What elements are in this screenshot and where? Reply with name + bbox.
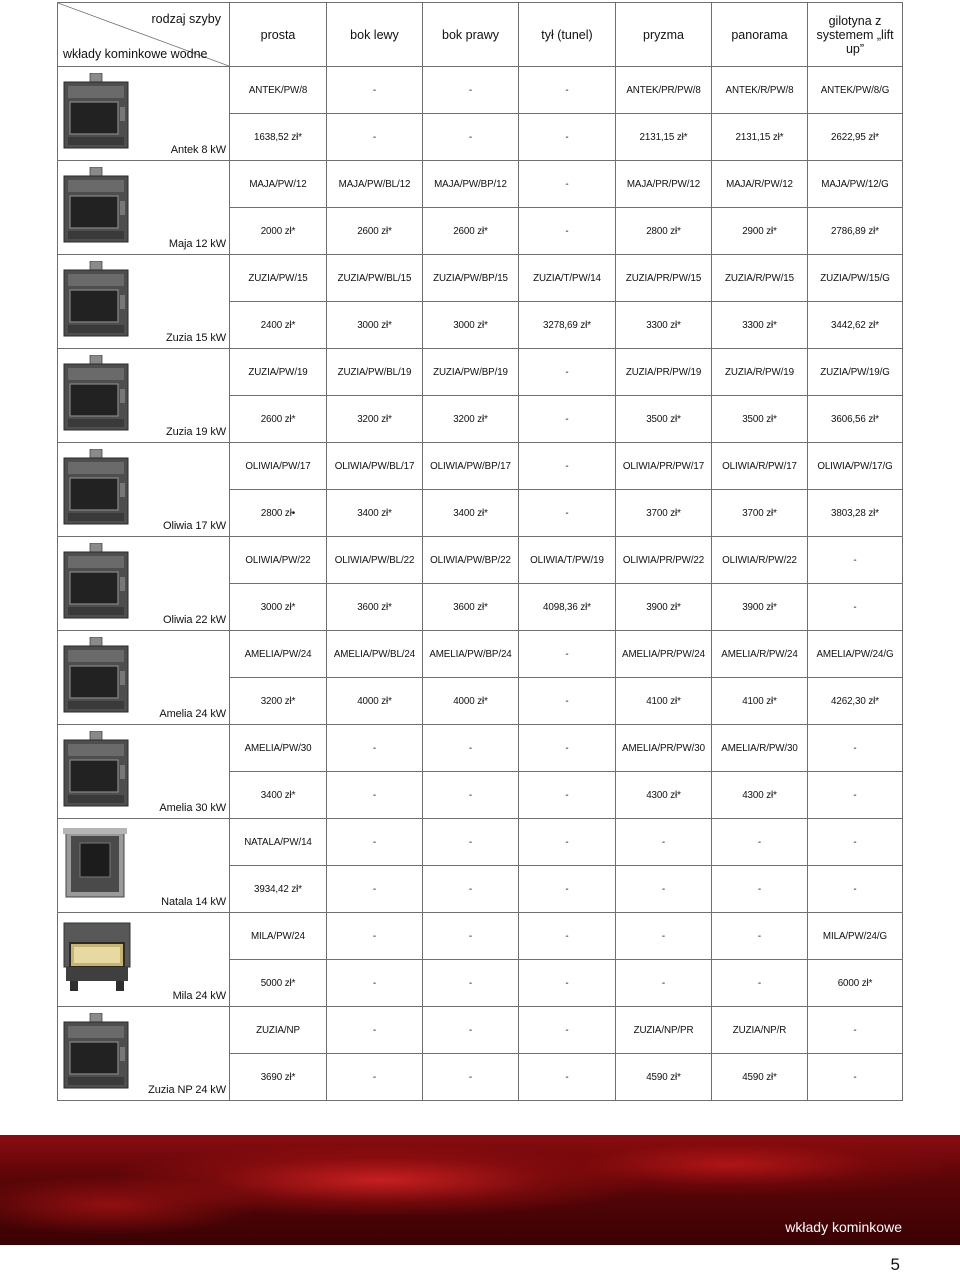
model-code-row (58, 255, 903, 302)
price-pryzma: 3500 zł* (616, 396, 712, 443)
price-panorama: - (712, 960, 808, 1007)
product-code-prosta: ZUZIA/PW/19 (230, 349, 327, 396)
price-bok-prawy: 3400 zł* (423, 490, 519, 537)
product-code-bok-prawy: ZUZIA/PW/BP/15 (423, 255, 519, 302)
product-code-tyl-tunel: - (519, 67, 616, 114)
price-bok-lewy: 3000 zł* (327, 302, 423, 349)
product-code-bok-prawy: AMELIA/PW/BP/24 (423, 631, 519, 678)
model-cell (58, 537, 230, 631)
product-code-prosta: NATALA/PW/14 (230, 819, 327, 866)
product-code-pryzma: MAJA/PR/PW/12 (616, 161, 712, 208)
product-code-bok-prawy: - (423, 67, 519, 114)
product-code-prosta: MILA/PW/24 (230, 913, 327, 960)
product-code-prosta: ZUZIA/PW/15 (230, 255, 327, 302)
model-code-row (58, 913, 903, 960)
product-code-bok-prawy: - (423, 725, 519, 772)
price-gilotyna: - (808, 866, 903, 913)
price-bok-lewy: 2600 zł* (327, 208, 423, 255)
price-gilotyna: 2786,89 zł* (808, 208, 903, 255)
product-code-gilotyna: ZUZIA/PW/19/G (808, 349, 903, 396)
price-bok-prawy: 4000 zł* (423, 678, 519, 725)
price-gilotyna: 4262,30 zł* (808, 678, 903, 725)
price-panorama: 4590 zł* (712, 1054, 808, 1101)
product-code-prosta: MAJA/PW/12 (230, 161, 327, 208)
price-pryzma: - (616, 866, 712, 913)
product-code-pryzma: ZUZIA/NP/PR (616, 1007, 712, 1054)
price-bok-lewy: - (327, 772, 423, 819)
price-bok-prawy: 2600 zł* (423, 208, 519, 255)
product-code-tyl-tunel: - (519, 1007, 616, 1054)
model-code-row (58, 1007, 903, 1054)
price-prosta: 2600 zł* (230, 396, 327, 443)
product-code-bok-prawy: - (423, 1007, 519, 1054)
product-code-prosta: ZUZIA/NP (230, 1007, 327, 1054)
price-bok-lewy: 3400 zł* (327, 490, 423, 537)
price-prosta: 2400 zł* (230, 302, 327, 349)
model-code-row (58, 67, 903, 114)
fireplace-insert-icon (60, 449, 132, 527)
product-code-tyl-tunel: - (519, 443, 616, 490)
model-name: Zuzia 15 kW (165, 332, 226, 344)
product-code-prosta: AMELIA/PW/30 (230, 725, 327, 772)
product-code-bok-lewy: MAJA/PW/BL/12 (327, 161, 423, 208)
model-cell (58, 725, 230, 819)
model-cell (58, 161, 230, 255)
price-pryzma: - (616, 960, 712, 1007)
price-bok-lewy: - (327, 866, 423, 913)
price-panorama: 2900 zł* (712, 208, 808, 255)
footer-label: wkłady kominkowe (785, 1219, 902, 1235)
product-code-pryzma: - (616, 819, 712, 866)
product-code-gilotyna: - (808, 819, 903, 866)
price-bok-lewy: 4000 zł* (327, 678, 423, 725)
price-bok-lewy: - (327, 1054, 423, 1101)
product-code-panorama: ANTEK/R/PW/8 (712, 67, 808, 114)
fireplace-insert-icon (60, 355, 132, 433)
col-head-prosta: prosta (230, 3, 327, 67)
product-code-bok-prawy: - (423, 819, 519, 866)
col-head-tyl-tunel: tył (tunel) (519, 3, 616, 67)
product-code-gilotyna: MAJA/PW/12/G (808, 161, 903, 208)
product-code-bok-lewy: - (327, 1007, 423, 1054)
price-tyl-tunel: - (519, 960, 616, 1007)
price-panorama: 4100 zł* (712, 678, 808, 725)
model-name: Mila 24 kW (172, 990, 226, 1002)
fireplace-insert-icon (60, 731, 132, 809)
product-code-gilotyna: ZUZIA/PW/15/G (808, 255, 903, 302)
product-code-pryzma: AMELIA/PR/PW/30 (616, 725, 712, 772)
price-bok-prawy: 3200 zł* (423, 396, 519, 443)
price-pryzma: 2131,15 zł* (616, 114, 712, 161)
product-code-tyl-tunel: - (519, 725, 616, 772)
price-panorama: 3700 zł* (712, 490, 808, 537)
price-prosta: 5000 zł* (230, 960, 327, 1007)
price-bok-prawy: 3600 zł* (423, 584, 519, 631)
framed-insert-icon (60, 825, 132, 903)
model-name: Oliwia 22 kW (163, 614, 226, 626)
product-code-gilotyna: MILA/PW/24/G (808, 913, 903, 960)
glass-type-label: rodzaj szyby (151, 12, 221, 26)
fireplace-insert-icon (60, 543, 132, 621)
price-gilotyna: 3803,28 zł* (808, 490, 903, 537)
price-bok-prawy: - (423, 772, 519, 819)
product-code-panorama: OLIWIA/R/PW/17 (712, 443, 808, 490)
product-code-prosta: OLIWIA/PW/17 (230, 443, 327, 490)
product-code-bok-prawy: ZUZIA/PW/BP/19 (423, 349, 519, 396)
price-pryzma: 4300 zł* (616, 772, 712, 819)
product-code-bok-lewy: ZUZIA/PW/BL/15 (327, 255, 423, 302)
price-gilotyna: 6000 zł* (808, 960, 903, 1007)
price-bok-prawy: - (423, 114, 519, 161)
col-head-gilotyna: gilotyna z systemem „lift up” (808, 3, 903, 67)
price-gilotyna: - (808, 1054, 903, 1101)
price-prosta: 3400 zł* (230, 772, 327, 819)
fireplace-insert-icon (60, 637, 132, 715)
price-tyl-tunel: - (519, 490, 616, 537)
price-gilotyna: 2622,95 zł* (808, 114, 903, 161)
price-pryzma: 2800 zł* (616, 208, 712, 255)
price-gilotyna: 3442,62 zł* (808, 302, 903, 349)
product-code-bok-lewy: ZUZIA/PW/BL/19 (327, 349, 423, 396)
product-code-pryzma: ANTEK/PR/PW/8 (616, 67, 712, 114)
price-tyl-tunel: - (519, 114, 616, 161)
model-cell (58, 631, 230, 725)
header-row (58, 3, 903, 67)
price-gilotyna: - (808, 584, 903, 631)
product-code-panorama: OLIWIA/R/PW/22 (712, 537, 808, 584)
fireplace-insert-icon (60, 1013, 132, 1091)
price-bok-lewy: - (327, 960, 423, 1007)
price-tyl-tunel: - (519, 772, 616, 819)
product-code-bok-prawy: OLIWIA/PW/BP/17 (423, 443, 519, 490)
product-code-prosta: OLIWIA/PW/22 (230, 537, 327, 584)
price-prosta: 1638,52 zł* (230, 114, 327, 161)
price-prosta: 3934,42 zł* (230, 866, 327, 913)
product-code-bok-prawy: OLIWIA/PW/BP/22 (423, 537, 519, 584)
product-code-bok-lewy: - (327, 725, 423, 772)
model-code-row (58, 349, 903, 396)
product-code-tyl-tunel: - (519, 161, 616, 208)
product-code-bok-prawy: MAJA/PW/BP/12 (423, 161, 519, 208)
product-code-panorama: AMELIA/R/PW/24 (712, 631, 808, 678)
product-code-gilotyna: ANTEK/PW/8/G (808, 67, 903, 114)
price-panorama: 4300 zł* (712, 772, 808, 819)
model-name: Zuzia NP 24 kW (148, 1084, 226, 1096)
model-name: Antek 8 kW (170, 144, 226, 156)
model-cell (58, 819, 230, 913)
price-table (57, 2, 903, 1101)
col-head-bok-prawy: bok prawy (423, 3, 519, 67)
price-panorama: 2131,15 zł* (712, 114, 808, 161)
model-cell (58, 255, 230, 349)
price-tyl-tunel: 4098,36 zł* (519, 584, 616, 631)
model-code-row (58, 443, 903, 490)
model-code-row (58, 819, 903, 866)
price-bok-lewy: 3600 zł* (327, 584, 423, 631)
product-code-gilotyna: - (808, 725, 903, 772)
price-pryzma: 3300 zł* (616, 302, 712, 349)
price-tyl-tunel: - (519, 208, 616, 255)
price-panorama: 3300 zł* (712, 302, 808, 349)
price-prosta: 3690 zł* (230, 1054, 327, 1101)
product-code-bok-prawy: - (423, 913, 519, 960)
product-code-prosta: ANTEK/PW/8 (230, 67, 327, 114)
price-bok-prawy: - (423, 866, 519, 913)
product-code-gilotyna: AMELIA/PW/24/G (808, 631, 903, 678)
model-code-row (58, 725, 903, 772)
product-code-panorama: AMELIA/R/PW/30 (712, 725, 808, 772)
price-bok-prawy: - (423, 960, 519, 1007)
model-code-row (58, 537, 903, 584)
model-code-row (58, 161, 903, 208)
price-prosta: 2000 zł* (230, 208, 327, 255)
model-name: Amelia 24 kW (159, 708, 226, 720)
model-cell (58, 1007, 230, 1101)
price-gilotyna: 3606,56 zł* (808, 396, 903, 443)
model-name: Natala 14 kW (161, 896, 226, 908)
col-head-bok-lewy: bok lewy (327, 3, 423, 67)
price-prosta: 2800 zł• (230, 490, 327, 537)
col-head-panorama: panorama (712, 3, 808, 67)
fireplace-insert-icon (60, 167, 132, 245)
price-bok-lewy: - (327, 114, 423, 161)
model-name: Oliwia 17 kW (163, 520, 226, 532)
price-tyl-tunel: - (519, 396, 616, 443)
page-number: 5 (890, 1255, 900, 1274)
model-code-row (58, 631, 903, 678)
product-code-panorama: - (712, 819, 808, 866)
product-code-gilotyna: - (808, 1007, 903, 1054)
product-code-prosta: AMELIA/PW/24 (230, 631, 327, 678)
product-code-tyl-tunel: - (519, 631, 616, 678)
price-prosta: 3200 zł* (230, 678, 327, 725)
product-code-tyl-tunel: ZUZIA/T/PW/14 (519, 255, 616, 302)
product-code-bok-lewy: - (327, 67, 423, 114)
model-cell (58, 67, 230, 161)
product-code-panorama: - (712, 913, 808, 960)
price-tyl-tunel: - (519, 866, 616, 913)
glass-front-insert-icon (60, 919, 132, 997)
product-code-bok-lewy: AMELIA/PW/BL/24 (327, 631, 423, 678)
price-pryzma: 4100 zł* (616, 678, 712, 725)
product-code-tyl-tunel: - (519, 819, 616, 866)
product-code-tyl-tunel: OLIWIA/T/PW/19 (519, 537, 616, 584)
product-code-panorama: ZUZIA/NP/R (712, 1007, 808, 1054)
price-gilotyna: - (808, 772, 903, 819)
product-code-bok-lewy: - (327, 819, 423, 866)
product-code-tyl-tunel: - (519, 349, 616, 396)
product-code-tyl-tunel: - (519, 913, 616, 960)
price-bok-prawy: 3000 zł* (423, 302, 519, 349)
price-tyl-tunel: - (519, 1054, 616, 1101)
fireplace-insert-icon (60, 261, 132, 339)
product-code-pryzma: AMELIA/PR/PW/24 (616, 631, 712, 678)
price-prosta: 3000 zł* (230, 584, 327, 631)
price-tyl-tunel: - (519, 678, 616, 725)
price-pryzma: 4590 zł* (616, 1054, 712, 1101)
category-label: wkłady kominkowe wodne (63, 47, 208, 61)
product-code-pryzma: ZUZIA/PR/PW/15 (616, 255, 712, 302)
model-cell (58, 913, 230, 1007)
product-code-pryzma: - (616, 913, 712, 960)
product-code-panorama: ZUZIA/R/PW/19 (712, 349, 808, 396)
product-code-gilotyna: - (808, 537, 903, 584)
price-pryzma: 3900 zł* (616, 584, 712, 631)
product-code-bok-lewy: - (327, 913, 423, 960)
model-cell (58, 443, 230, 537)
price-panorama: 3500 zł* (712, 396, 808, 443)
product-code-pryzma: OLIWIA/PR/PW/22 (616, 537, 712, 584)
model-name: Zuzia 19 kW (165, 426, 226, 438)
price-tyl-tunel: 3278,69 zł* (519, 302, 616, 349)
model-name: Amelia 30 kW (159, 802, 226, 814)
fireplace-insert-icon (60, 73, 132, 151)
product-code-bok-lewy: OLIWIA/PW/BL/17 (327, 443, 423, 490)
price-panorama: - (712, 866, 808, 913)
product-code-panorama: ZUZIA/R/PW/15 (712, 255, 808, 302)
product-code-bok-lewy: OLIWIA/PW/BL/22 (327, 537, 423, 584)
header-corner-cell (58, 3, 230, 67)
product-code-pryzma: ZUZIA/PR/PW/19 (616, 349, 712, 396)
product-code-panorama: MAJA/R/PW/12 (712, 161, 808, 208)
model-cell (58, 349, 230, 443)
model-name: Maja 12 kW (168, 238, 226, 250)
price-bok-prawy: - (423, 1054, 519, 1101)
product-code-gilotyna: OLIWIA/PW/17/G (808, 443, 903, 490)
price-bok-lewy: 3200 zł* (327, 396, 423, 443)
price-pryzma: 3700 zł* (616, 490, 712, 537)
col-head-pryzma: pryzma (616, 3, 712, 67)
product-code-pryzma: OLIWIA/PR/PW/17 (616, 443, 712, 490)
price-panorama: 3900 zł* (712, 584, 808, 631)
